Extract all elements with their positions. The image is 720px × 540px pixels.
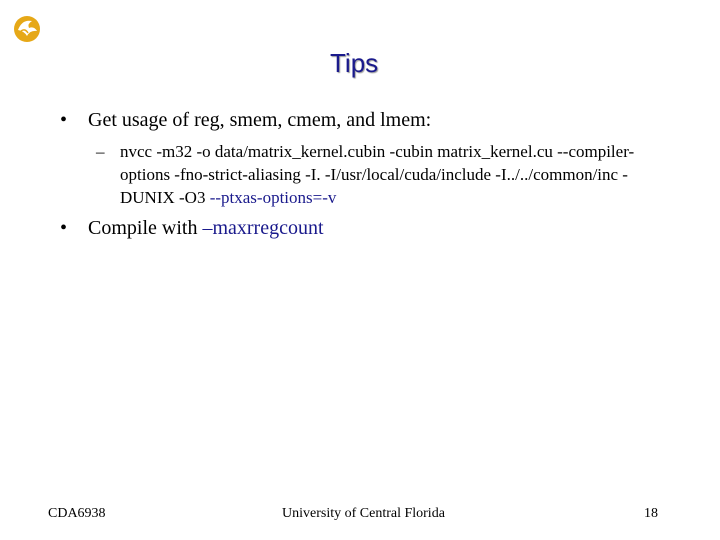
bullet-marker: • bbox=[60, 109, 68, 131]
bullet-marker: • bbox=[60, 217, 68, 239]
footer-university: University of Central Florida bbox=[282, 506, 445, 521]
bullet-text: Compile with bbox=[88, 217, 203, 239]
footer-page-number: 18 bbox=[644, 506, 658, 521]
pegasus-logo-icon bbox=[12, 14, 42, 44]
slide-title: Tips bbox=[330, 48, 379, 78]
sub-bullet-text bbox=[120, 140, 680, 209]
sub-bullet-marker: – bbox=[96, 142, 105, 161]
footer-course: CDA6938 bbox=[48, 506, 106, 521]
bullet-item bbox=[60, 108, 431, 132]
bullet-item bbox=[60, 216, 324, 240]
command-highlight: --ptxas-options=-v bbox=[209, 188, 337, 207]
bullet-highlight: –maxrregcount bbox=[202, 217, 324, 239]
bullet-text: Get usage of reg, smem, cmem, and lmem: bbox=[88, 109, 432, 131]
command-text: nvcc -m32 -o data/matrix_kernel.cubin -cubin matrix_kernel.cu --compiler-options -fno-strict-aliasing -I. -I/usr/local/cuda/include -I../../common/inc -DUNIX -O3 bbox=[120, 142, 635, 207]
